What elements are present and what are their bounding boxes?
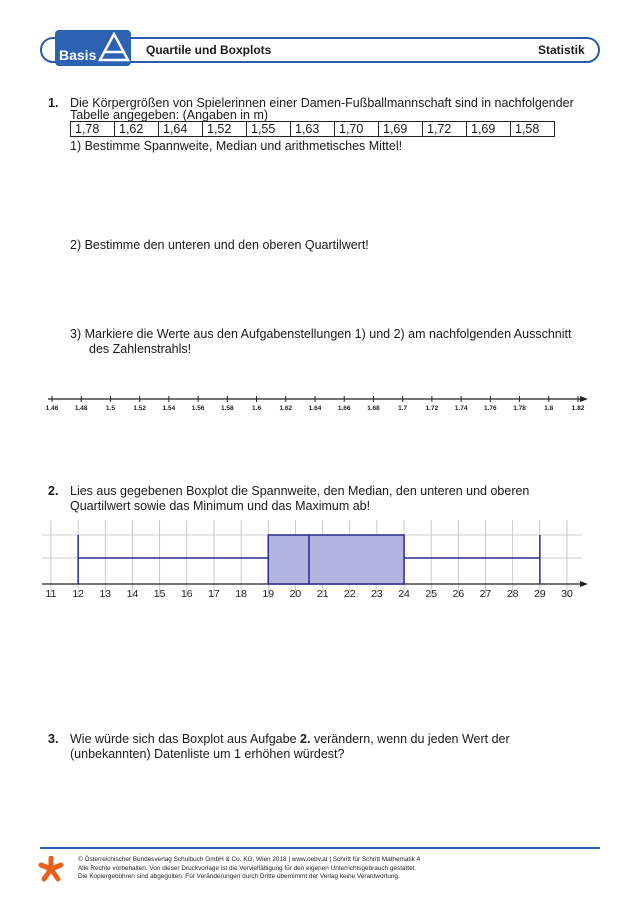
task1-subtask3-line2: des Zahlenstrahls! xyxy=(89,342,192,356)
task2-text-line2: Quartilwert sowie das Minimum und das Maximum ab! xyxy=(70,499,371,513)
number-line-tick-label: 1.56 xyxy=(191,405,205,412)
number-line-tick-label: 1.74 xyxy=(454,405,468,412)
task1-subtask2: 2) Bestimme den unteren und den oberen Quartilwert! xyxy=(70,238,369,252)
number-line-tick-label: 1.66 xyxy=(337,405,351,412)
number-line xyxy=(0,385,640,425)
number-line-tick-label: 1.7 xyxy=(398,405,408,412)
boxplot-tick-label: 11 xyxy=(45,588,57,600)
task2-number: 2. xyxy=(48,484,59,498)
number-line-tick-label: 1.52 xyxy=(133,405,146,412)
boxplot-tick-label: 20 xyxy=(289,588,302,600)
number-line-tick-label: 1.5 xyxy=(105,405,115,412)
boxplot-tick-label: 27 xyxy=(479,588,492,600)
number-line-tick-label: 1.8 xyxy=(544,405,554,412)
number-line-tick-label: 1.82 xyxy=(571,405,585,412)
boxplot-tick-label: 14 xyxy=(126,588,139,600)
table-cell: 1,52 xyxy=(203,122,247,137)
boxplot-tick-label: 15 xyxy=(153,588,166,600)
number-line-arrow-icon xyxy=(580,396,588,402)
task3-text-line1-start: Wie würde sich das Boxplot aus Aufgabe xyxy=(70,732,297,746)
task1-intro-line2: Tabelle angegeben: (Angaben in m) xyxy=(70,108,269,122)
boxplot-tick-label: 18 xyxy=(235,588,247,600)
table-row xyxy=(71,122,555,137)
footer-divider xyxy=(40,847,600,849)
boxplot-axis-arrow-icon xyxy=(580,581,588,587)
table-cell: 1,62 xyxy=(115,122,159,137)
task3-text-line1 xyxy=(70,732,510,747)
footer-copyright: © Österreichischer Bundesverlag Schulbuch GmbH & Co. KG, Wien 2018 | www.oebv.at | Schritt für Schritt Mathematik 4 xyxy=(78,856,421,863)
boxplot-tick-label: 12 xyxy=(72,588,85,600)
boxplot-tick-label: 13 xyxy=(99,588,112,600)
number-line-tick-label: 1.72 xyxy=(425,405,439,412)
task3-text-line1-end: verändern, wenn du jeden Wert der xyxy=(313,732,510,746)
number-line-tick-label: 1.58 xyxy=(221,405,234,412)
task1-subtask3-line1: 3) Markiere die Werte aus den Aufgabenstellungen 1) und 2) am nachfolgenden Ausschnitt xyxy=(70,327,572,341)
task1-intro-line1: Die Körpergrößen von Spielerinnen einer Damen-Fußballmannschaft sind in nachfolgender xyxy=(70,96,574,110)
footer-rights: Alle Rechte vorbehalten. Von dieser Druckvorlage ist die Vervielfältigung für den eigenen Unterrichtsgebrauch gestattet. xyxy=(78,864,417,872)
basis-badge-label: Basis xyxy=(59,47,97,63)
task3-text-bold-ref: 2. xyxy=(300,732,311,746)
number-line-tick-label: 1.68 xyxy=(367,405,380,412)
publisher-logo-icon xyxy=(38,856,64,882)
number-line-tick-label: 1.62 xyxy=(279,405,293,412)
boxplot-tick-label: 29 xyxy=(533,588,546,600)
table-cell: 1,58 xyxy=(511,122,555,137)
boxplot-tick-label: 24 xyxy=(398,588,410,600)
boxplot-box xyxy=(268,535,404,584)
boxplot-tick-label: 23 xyxy=(371,588,383,600)
table-cell: 1,64 xyxy=(159,122,203,137)
task3-text-line2: (unbekannten) Datenliste um 1 erhöhen würdest? xyxy=(70,747,345,761)
number-line-tick-label: 1.64 xyxy=(308,405,322,412)
table-cell: 1,69 xyxy=(467,122,511,137)
boxplot-tick-label: 19 xyxy=(262,588,275,600)
boxplot-tick-label: 22 xyxy=(343,588,356,600)
number-line-tick-label: 1.76 xyxy=(484,405,497,412)
table-cell: 1,78 xyxy=(71,122,115,137)
boxplot-tick-label: 28 xyxy=(506,588,519,600)
table-cell: 1,70 xyxy=(335,122,379,137)
boxplot-tick-label: 21 xyxy=(316,588,329,600)
boxplot-tick-label: 30 xyxy=(561,588,573,600)
table-cell: 1,55 xyxy=(247,122,291,137)
triangle-logo-icon xyxy=(98,32,130,64)
number-line-tick-label: 1.54 xyxy=(162,405,176,412)
boxplot-tick-label: 26 xyxy=(452,588,465,600)
task2-text-line1: Lies aus gegebenen Boxplot die Spannweite, den Median, den unteren und oberen xyxy=(70,484,530,498)
task1-number: 1. xyxy=(48,96,59,110)
task3-number: 3. xyxy=(48,732,59,746)
boxplot-tick-label: 25 xyxy=(425,588,438,600)
number-line-tick-label: 1.46 xyxy=(45,405,59,412)
height-data-table xyxy=(70,121,555,137)
table-cell: 1,72 xyxy=(423,122,467,137)
number-line-tick-label: 1.6 xyxy=(252,405,262,412)
worksheet-title: Quartile und Boxplots xyxy=(146,43,272,57)
footer-disclaimer: Die Kopiergebühren sind abgegolten. Für Veränderungen durch Dritte übernimmt der Verlag keine Verantwortung. xyxy=(78,873,400,880)
number-line-tick-label: 1.78 xyxy=(513,405,526,412)
task1-subtask1: 1) Bestimme Spannweite, Median und arithmetisches Mittel! xyxy=(70,139,403,153)
subject-label: Statistik xyxy=(538,43,585,57)
boxplot-tick-label: 16 xyxy=(180,588,193,600)
table-cell: 1,63 xyxy=(291,122,335,137)
boxplot-tick-label: 17 xyxy=(208,588,220,600)
table-cell: 1,69 xyxy=(379,122,423,137)
number-line-tick-label: 1.48 xyxy=(74,405,88,412)
boxplot-chart xyxy=(0,515,640,605)
